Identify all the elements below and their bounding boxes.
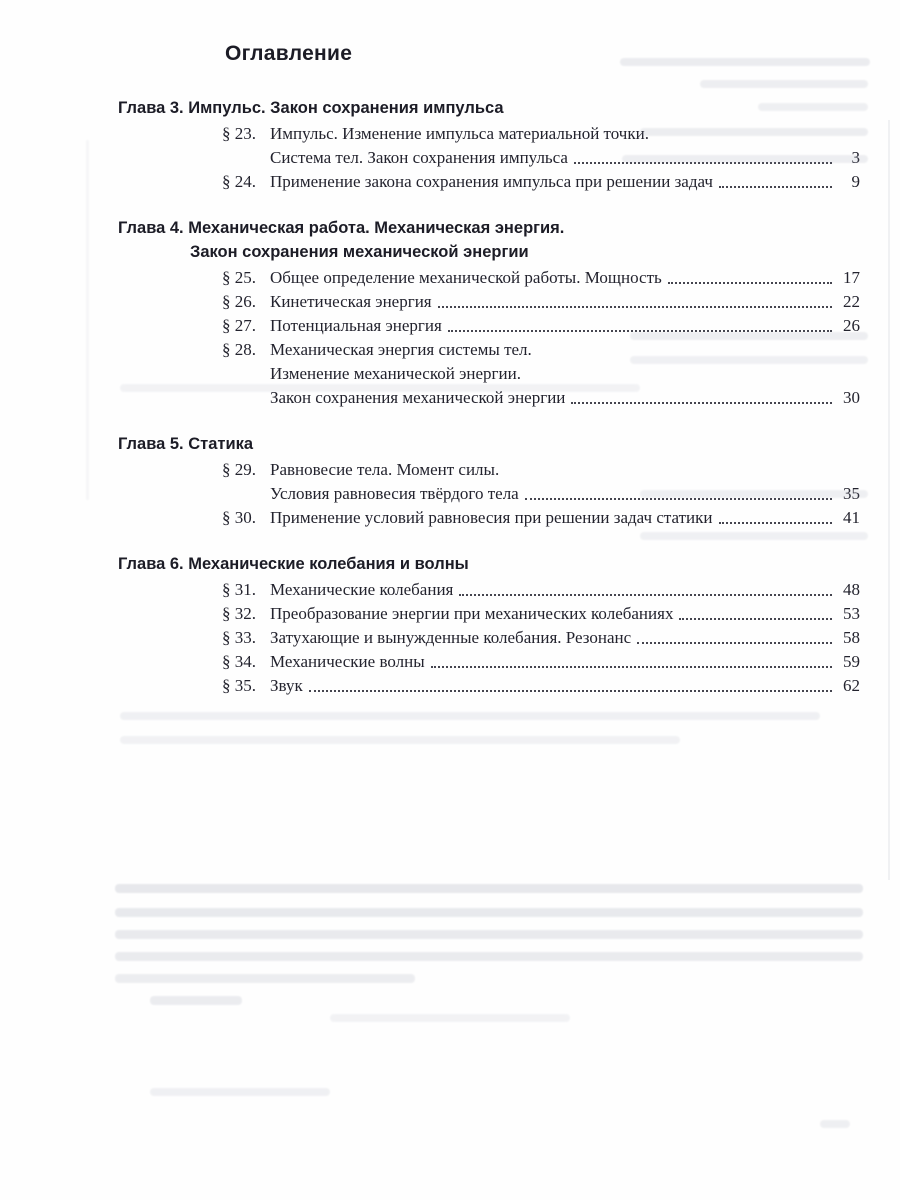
bleedthrough-line (115, 952, 863, 961)
toc-entry (222, 650, 860, 674)
bleedthrough-line (120, 736, 680, 744)
section-number: § 31. (222, 580, 256, 599)
bleedthrough-line (700, 80, 868, 88)
toc-entry (222, 626, 860, 650)
chapter-heading: Глава 4. Механическая работа. Механическая энергия. (118, 219, 565, 237)
chapter-heading: Глава 6. Механические колебания и волны (118, 555, 469, 573)
page-number: 35 (843, 484, 860, 503)
dot-leader (679, 602, 832, 620)
toc-entry (222, 122, 860, 170)
entry-text: Применение закона сохранения импульса при решении задач (270, 172, 713, 191)
entry-line (270, 362, 860, 386)
entry-body (270, 338, 860, 410)
bleedthrough-line (150, 1088, 330, 1096)
chapter-heading: Глава 5. Статика (118, 435, 254, 453)
entry-text: Равновесие тела. Момент силы. (270, 460, 500, 479)
entry-line (270, 458, 860, 482)
entry-line (270, 122, 860, 146)
dot-leader (574, 146, 832, 164)
section-number: § 33. (222, 628, 256, 647)
entry-text: Потенциальная энергия (270, 316, 442, 335)
bleedthrough-line (115, 908, 863, 917)
entry-line (270, 482, 860, 506)
section-number: § 30. (222, 508, 256, 527)
section-number: § 26. (222, 292, 256, 311)
bleedthrough-line (330, 1014, 570, 1022)
page-number: 41 (843, 508, 860, 527)
entry-body (270, 314, 860, 338)
bleedthrough-line (820, 1120, 850, 1128)
entry-line (270, 386, 860, 410)
entry-body (270, 506, 860, 530)
entry-body (270, 578, 860, 602)
entry-text: Условия равновесия твёрдого тела (270, 484, 519, 503)
entry-body (270, 602, 860, 626)
page-number: 59 (843, 652, 860, 671)
dot-leader (309, 674, 832, 692)
entry-text: Закон сохранения механической энергии (270, 388, 566, 407)
chapter-block (118, 216, 860, 410)
entry-line (270, 170, 860, 194)
bleedthrough-line (120, 712, 820, 720)
section-number: § 34. (222, 652, 256, 671)
entry-line (270, 674, 860, 698)
entry-body (270, 122, 860, 170)
entry-body (270, 674, 860, 698)
page-number: 17 (843, 268, 860, 287)
entry-text: Механические колебания (270, 580, 454, 599)
toc-entry (222, 674, 860, 698)
chapter-block (118, 96, 860, 194)
bleedthrough-line (115, 884, 863, 893)
dot-leader (571, 386, 832, 404)
bleedthrough-line (115, 930, 863, 939)
entry-body (270, 650, 860, 674)
entry-text: Кинетическая энергия (270, 292, 432, 311)
entry-line (270, 650, 860, 674)
toc-entry (222, 578, 860, 602)
chapter-block (118, 432, 860, 530)
dot-leader (719, 506, 832, 524)
entry-text: Затухающие и вынужденные колебания. Резонанс (270, 628, 632, 647)
page-number: 53 (843, 604, 860, 623)
toc-entry (222, 290, 860, 314)
toc-entry (222, 266, 860, 290)
chapter-entries (118, 458, 860, 530)
entry-text: Изменение механической энергии. (270, 364, 521, 383)
page-number: 58 (843, 628, 860, 647)
toc-entry (222, 506, 860, 530)
entry-text: Механические волны (270, 652, 425, 671)
bleedthrough-line (150, 996, 242, 1005)
entry-text: Система тел. Закон сохранения импульса (270, 148, 568, 167)
table-of-contents (118, 96, 860, 698)
entry-text: Применение условий равновесия при решении задач статики (270, 508, 713, 527)
entry-text: Общее определение механической работы. Мощность (270, 268, 662, 287)
section-number: § 27. (222, 316, 256, 335)
page-title: Оглавление (225, 42, 353, 65)
entry-line (270, 626, 860, 650)
chapter-heading: Глава 3. Импульс. Закон сохранения импульса (118, 99, 504, 117)
page-number: 22 (843, 292, 860, 311)
page-number: 26 (843, 316, 860, 335)
toc-entry (222, 338, 860, 410)
page-number: 30 (843, 388, 860, 407)
page-number: 3 (851, 148, 860, 167)
entry-line (270, 266, 860, 290)
dot-leader (431, 650, 832, 668)
toc-entry (222, 458, 860, 506)
entry-text: Преобразование энергии при механических колебаниях (270, 604, 674, 623)
page-number: 62 (843, 676, 860, 695)
dot-leader (668, 266, 832, 284)
dot-leader (438, 290, 832, 308)
entry-line (270, 506, 860, 530)
chapter-entries (118, 578, 860, 698)
dot-leader (459, 578, 832, 596)
bleedthrough-line (86, 140, 89, 500)
entry-body (270, 266, 860, 290)
entry-line (270, 602, 860, 626)
chapter-entries (118, 122, 860, 194)
chapter-block (118, 552, 860, 698)
entry-line (270, 578, 860, 602)
entry-line (270, 314, 860, 338)
dot-leader (448, 314, 832, 332)
entry-body (270, 626, 860, 650)
entry-text: Импульс. Изменение импульса материальной точки. (270, 124, 649, 143)
entry-line (270, 146, 860, 170)
section-number: § 28. (222, 340, 256, 359)
section-number: § 35. (222, 676, 256, 695)
dot-leader (637, 626, 832, 644)
dot-leader (719, 170, 832, 188)
entry-text: Механическая энергия системы тел. (270, 340, 532, 359)
section-number: § 32. (222, 604, 256, 623)
chapter-heading: Закон сохранения механической энергии (190, 243, 529, 261)
section-number: § 24. (222, 172, 256, 191)
section-number: § 23. (222, 124, 256, 143)
chapter-entries (118, 266, 860, 410)
page-number: 48 (843, 580, 860, 599)
toc-entry (222, 170, 860, 194)
entry-body (270, 458, 860, 506)
section-number: § 29. (222, 460, 256, 479)
toc-entry (222, 314, 860, 338)
bleedthrough-line (115, 974, 415, 983)
entry-line (270, 338, 860, 362)
entry-body (270, 290, 860, 314)
entry-line (270, 290, 860, 314)
entry-body (270, 170, 860, 194)
section-number: § 25. (222, 268, 256, 287)
entry-text: Звук (270, 676, 303, 695)
page-number: 9 (851, 172, 860, 191)
dot-leader (525, 482, 832, 500)
toc-entry (222, 602, 860, 626)
